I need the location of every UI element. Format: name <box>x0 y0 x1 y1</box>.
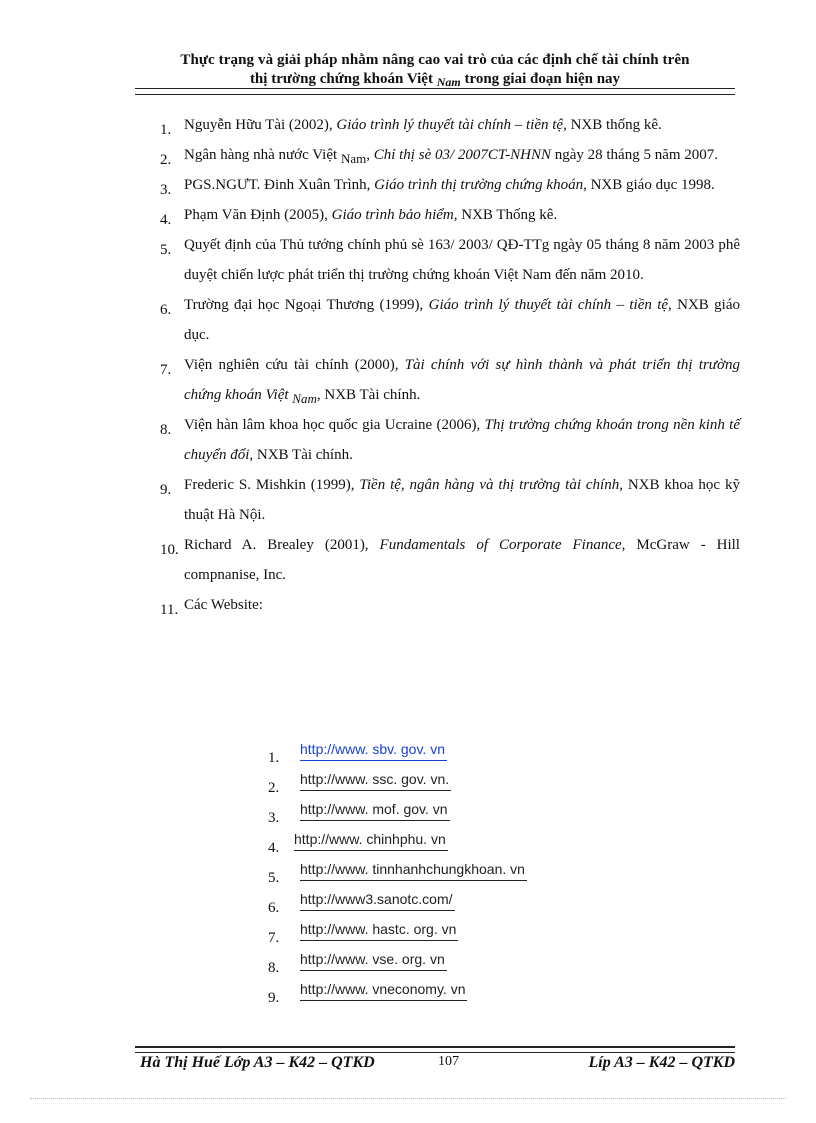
reference-title: Fundamentals of Corporate Finance <box>379 537 622 553</box>
reference-number: 1. <box>160 122 172 138</box>
website-item <box>268 768 588 798</box>
reference-text: Trường đại học Ngoại Thương (1999), <box>184 297 429 313</box>
reference-title: Giáo trình thị trường chứng khoán <box>374 177 584 193</box>
website-link[interactable]: http://www. ssc. gov. vn. <box>300 768 451 791</box>
header-line2-start: thị trường chứng khoán Việt <box>249 71 433 87</box>
website-item <box>268 918 588 948</box>
reference-text: Phạm Văn Định (2005), <box>184 207 332 223</box>
reference-text: Ngân hàng nhà nước Việt <box>184 147 341 163</box>
reference-item <box>160 470 740 530</box>
footer-double-rule <box>135 1046 735 1053</box>
page-bottom-dotted-line <box>30 1098 786 1099</box>
header-title-line1: Thực trạng và giải pháp nhằm nâng cao vai trò của các định chế tài chính trên <box>180 52 690 68</box>
page-number: 107 <box>438 1054 459 1069</box>
website-item <box>268 738 588 768</box>
reference-text: , NXB giáo dục 1998. <box>583 177 715 193</box>
website-number: 8. <box>268 960 280 976</box>
reference-text: Quyết định của Thủ tướng chính phủ sè 163/ 2003/ QĐ-TTg ngày 05 tháng 8 năm 2003 phê duyệt chiến lược phát triển thị trường chứng khoán Việt Nam đến năm 2010. <box>184 237 740 283</box>
reference-text: , NXB thống kê. <box>563 117 662 133</box>
reference-text: Nguyễn Hữu Tài (2002), <box>184 117 337 133</box>
reference-title: Giáo trình bảo hiểm <box>331 207 454 223</box>
reference-text: PGS.NGƯT. Đinh Xuân Trình, <box>184 177 375 193</box>
website-link[interactable]: http://www. vse. org. vn <box>300 948 447 971</box>
website-number: 3. <box>268 810 280 826</box>
header-line2-end: trong giai đoạn hiện nay <box>464 71 621 87</box>
reference-number: 4. <box>160 212 172 228</box>
reference-number: 7. <box>160 362 172 378</box>
header-line2-nam: Nam <box>436 75 461 89</box>
website-item <box>268 798 588 828</box>
reference-text: , NXB khoa học kỹ thuật Hà Nội. <box>184 477 740 523</box>
reference-text: Viện hàn lâm khoa học quốc gia Ucraine (2006), <box>184 417 485 433</box>
reference-number: 2. <box>160 152 172 168</box>
reference-number: 11. <box>160 602 179 618</box>
website-number: 6. <box>268 900 280 916</box>
website-link[interactable]: http://www. chinhphu. vn <box>294 828 448 851</box>
website-item <box>268 978 588 1008</box>
reference-item <box>160 110 740 140</box>
website-number: 1. <box>268 750 280 766</box>
footer-class: Líp A3 – K42 – QTKD <box>588 1054 735 1071</box>
reference-text: , McGraw - Hill compnanise, Inc. <box>184 537 740 583</box>
reference-text: Richard A. Brealey (2001), <box>184 537 380 553</box>
reference-number: 8. <box>160 422 172 438</box>
reference-item <box>160 350 740 410</box>
website-number: 9. <box>268 990 280 1006</box>
website-link[interactable]: http://www. hastc. org. vn <box>300 918 458 941</box>
reference-text: , NXB giáo dục. <box>184 297 740 343</box>
header-title-line2 <box>130 70 740 88</box>
reference-item <box>160 590 740 620</box>
website-number: 5. <box>268 870 280 886</box>
reference-item <box>160 290 740 350</box>
website-item <box>268 828 588 858</box>
reference-title: Chỉ thị sè 03/ 2007CT-NHNN <box>373 147 551 163</box>
website-link[interactable]: http://www. mof. gov. vn <box>300 798 450 821</box>
reference-item <box>160 530 740 590</box>
reference-item <box>160 200 740 230</box>
reference-number: 5. <box>160 242 172 258</box>
reference-nam: Nam <box>292 391 317 406</box>
footer-author: Hà Thị Huế Lớp A3 – K42 – QTKD <box>140 1054 375 1071</box>
reference-text: ngày 28 tháng 5 năm 2007. <box>550 147 719 163</box>
reference-item <box>160 140 740 170</box>
reference-text: Các Website: <box>184 597 263 613</box>
header-double-rule <box>135 88 735 95</box>
reference-number: 9. <box>160 482 172 498</box>
reference-item <box>160 170 740 200</box>
reference-title: Tài chính với sự hình thành và phát triển thị trường chứng khoán Việt <box>184 357 740 403</box>
website-item <box>268 858 588 888</box>
reference-text: , <box>366 147 374 163</box>
reference-text: , NXB Thống kê. <box>453 207 558 223</box>
website-number: 2. <box>268 780 280 796</box>
website-link[interactable]: http://www3.sanotc.com/ <box>300 888 455 911</box>
page-footer <box>140 1054 735 1078</box>
reference-text: Viện nghiên cứu tài chính (2000), <box>184 357 405 373</box>
page-header <box>130 50 740 88</box>
reference-title: Giáo trình lý thuyết tài chính – tiền tệ <box>428 297 669 313</box>
website-item <box>268 948 588 978</box>
reference-list <box>160 110 740 620</box>
reference-text: , NXB Tài chính. <box>249 447 353 463</box>
website-number: 7. <box>268 930 280 946</box>
website-item <box>268 888 588 918</box>
reference-text: Frederic S. Mishkin (1999), <box>184 477 360 493</box>
reference-text: , NXB Tài chính. <box>316 387 421 403</box>
reference-title: Tiền tệ, ngân hàng và thị trường tài chính <box>359 477 620 493</box>
reference-item <box>160 230 740 290</box>
reference-title: Thị trường chứng khoán trong nền kinh tế chuyển đổi <box>184 417 740 463</box>
reference-item <box>160 410 740 470</box>
reference-title: Giáo trình lý thuyết tài chính – tiền tệ <box>336 117 564 133</box>
reference-nam: Nam <box>340 151 367 166</box>
website-list <box>268 738 588 1008</box>
website-number: 4. <box>268 840 280 856</box>
reference-number: 3. <box>160 182 172 198</box>
website-link[interactable]: http://www. vneconomy. vn <box>300 978 467 1001</box>
reference-number: 6. <box>160 302 172 318</box>
website-link[interactable]: http://www. sbv. gov. vn <box>300 738 447 761</box>
reference-number: 10. <box>160 542 179 558</box>
website-link[interactable]: http://www. tinnhanhchungkhoan. vn <box>300 858 527 881</box>
